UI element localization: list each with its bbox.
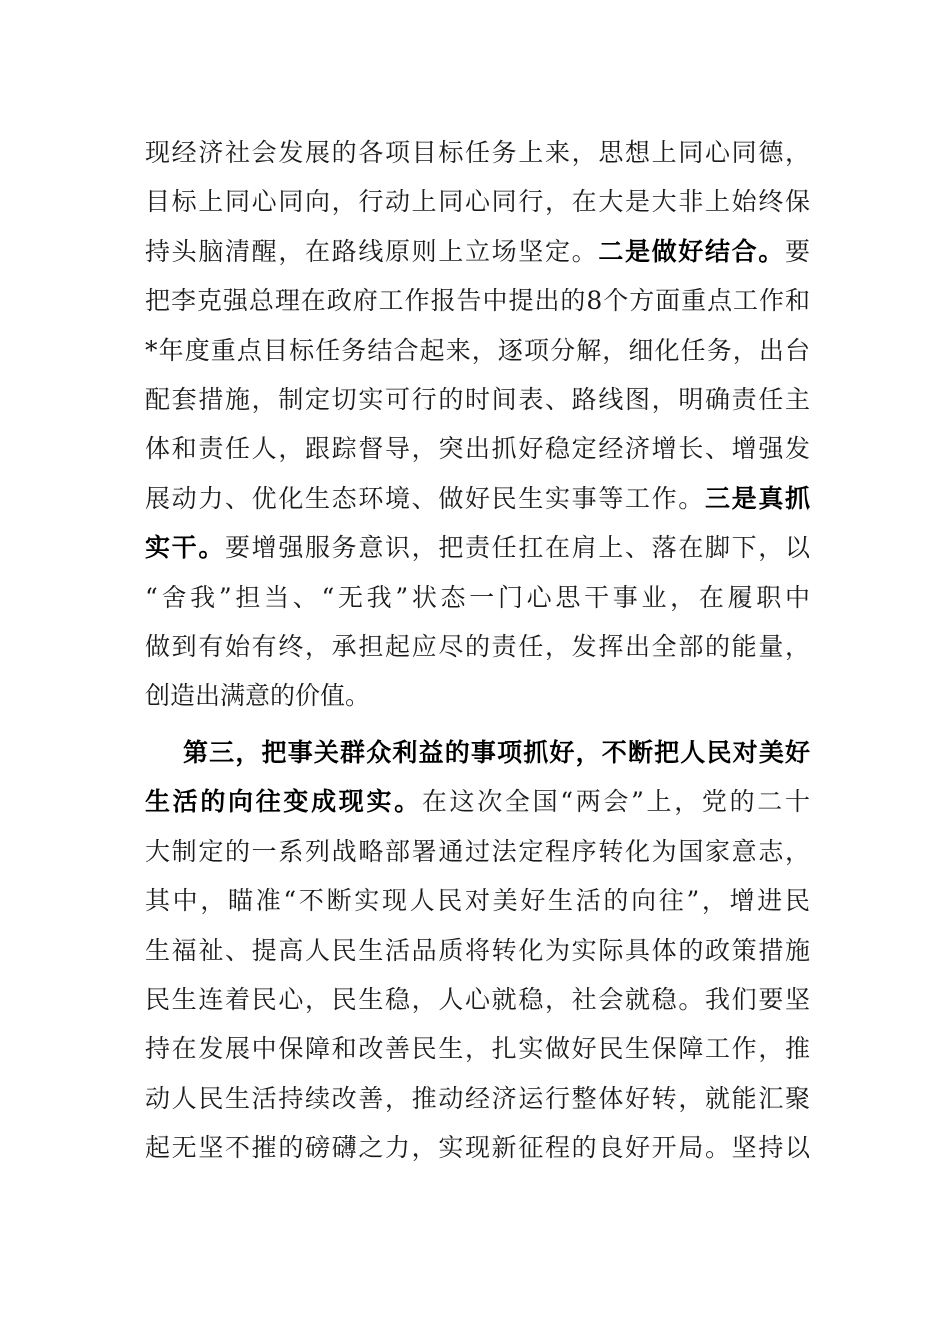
text-run: 起无坚不摧的磅礴之力，实现新征程的良好开局。坚持以 <box>145 1133 810 1163</box>
bold-heading-run: 实干。 <box>145 533 225 563</box>
text-line <box>145 573 810 622</box>
text-run: 在这次全国“两会”上，党的二十 <box>421 787 810 817</box>
text-line <box>145 926 810 975</box>
text-line <box>145 474 810 523</box>
bold-heading-run: 三是真抓 <box>704 483 810 513</box>
text-line <box>145 523 810 572</box>
text-run: *年度重点目标任务结合起来，逐项分解，细化任务，出台 <box>145 335 810 365</box>
text-run: 动人民生活持续改善，推动经济运行整体好转，就能汇聚 <box>145 1083 810 1113</box>
text-run: 大制定的一系列战略部署通过法定程序转化为国家意志， <box>145 836 810 866</box>
text-run: 现经济社会发展的各项目标任务上来，思想上同心同德， <box>145 138 810 167</box>
text-line <box>145 128 810 177</box>
text-run: 要增强服务意识，把责任扛在肩上、落在脚下，以 <box>225 533 810 563</box>
text-run: 把李克强总理在政府工作报告中提出的8个方面重点工作和 <box>145 286 810 316</box>
text-line <box>145 671 810 720</box>
paragraph-2 <box>145 728 810 1173</box>
text-run: 持在发展中保障和改善民生，扎实做好民生保障工作，推 <box>145 1034 810 1064</box>
text-run: 做到有始有终，承担起应尽的责任，发挥出全部的能量， <box>145 631 810 661</box>
text-line <box>145 622 810 671</box>
text-run: “舍我”担当、“无我”状态一门心思干事业，在履职中 <box>145 582 810 612</box>
text-run: 目标上同心同向，行动上同心同行，在大是大非上始终保 <box>145 187 810 217</box>
text-line <box>145 876 810 925</box>
text-run: 其中，瞄准“不断实现人民对美好生活的向往”，增进民 <box>145 886 810 916</box>
text-line <box>145 777 810 826</box>
paragraph-1 <box>145 128 810 721</box>
text-line <box>145 177 810 226</box>
text-run: 持头脑清醒，在路线原则上立场坚定。 <box>145 236 599 266</box>
text-line <box>145 375 810 424</box>
bold-heading-run: 第三，把事关群众利益的事项抓好，不断把人民对美好 <box>183 738 810 767</box>
text-run: 民生连着民心，民生稳，人心就稳，社会就稳。我们要坚 <box>145 984 810 1014</box>
text-run: 生福祉、提高人民生活品质将转化为实际具体的政策措施 <box>145 935 810 965</box>
text-run: 配套措施，制定切实可行的时间表、路线图，明确责任主 <box>145 384 810 414</box>
bold-heading-run: 生活的向往变成现实。 <box>145 787 422 817</box>
text-run: 要 <box>784 236 810 266</box>
text-line <box>145 728 810 777</box>
bold-heading-run: 二是做好结合。 <box>598 236 785 266</box>
text-line <box>145 276 810 325</box>
text-line <box>145 1024 810 1073</box>
text-line <box>145 424 810 473</box>
text-line <box>145 326 810 375</box>
text-run: 展动力、优化生态环境、做好民生实事等工作。 <box>145 483 705 513</box>
text-run: 创造出满意的价值。 <box>145 681 371 711</box>
text-line <box>145 1123 810 1172</box>
text-line <box>145 1074 810 1123</box>
text-line <box>145 227 810 276</box>
text-line <box>145 975 810 1024</box>
text-line <box>145 827 810 876</box>
text-run: 体和责任人，跟踪督导，突出抓好稳定经济增长、增强发 <box>145 434 810 464</box>
